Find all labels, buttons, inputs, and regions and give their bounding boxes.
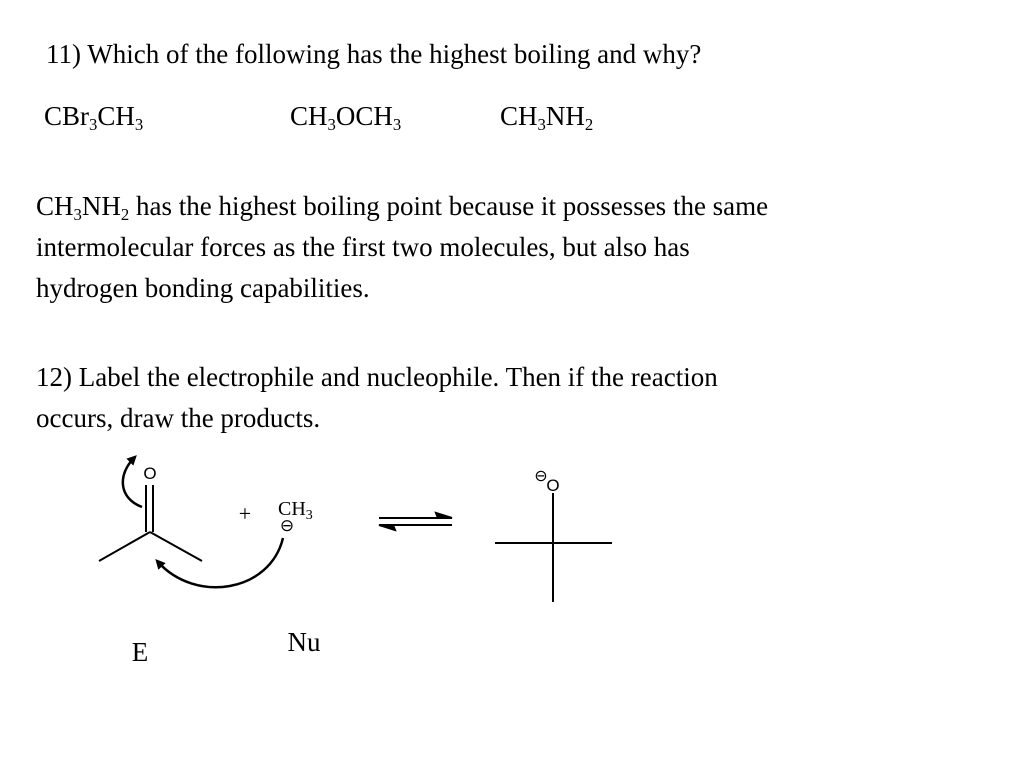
formula-subscript: 3 <box>537 115 546 135</box>
reaction-scheme <box>0 440 700 670</box>
curved-arrow-electrons-to-oxygen <box>123 458 142 507</box>
answer-line-1: has the highest boiling point because it possesses the same <box>129 191 769 221</box>
question-12-line-2: occurs, draw the products. <box>36 403 321 433</box>
formula-subscript: 2 <box>584 115 594 135</box>
formula-text: NH <box>545 101 585 131</box>
methyl-anion: $CH_3$ <box>278 498 313 523</box>
curved-arrow-nucleophilic-attack <box>158 538 283 587</box>
answer-11 <box>36 186 768 309</box>
formula-subscript: 3 <box>73 205 82 225</box>
formula-text: CH <box>500 101 538 131</box>
formula-subscript: 3 <box>327 115 336 135</box>
formula-text: NH <box>81 191 121 221</box>
molecule-cbr3ch3 <box>44 101 144 135</box>
methyl-bond-left <box>99 532 150 561</box>
electrophile-label: E <box>131 637 149 667</box>
molecule-ch3nh2 <box>500 101 594 135</box>
question-11: 11) Which of the following has the highest boiling and why? <box>46 39 702 69</box>
question-12-line-1: 12) Label the electrophile and nucleophile. Then if the reaction <box>36 362 718 392</box>
methyl-bond-right <box>150 532 202 561</box>
negative-charge-nucleophile: ⊖ <box>279 516 295 535</box>
plus-sign: + <box>238 501 252 526</box>
formula-subscript: 3 <box>134 115 144 135</box>
oxygen-label: O <box>143 464 157 483</box>
product-structure <box>495 493 612 602</box>
formula-text: OCH <box>335 101 393 131</box>
formula-text: CH <box>36 191 74 221</box>
answer-line-2: intermolecular forces as the first two molecules, but also has <box>36 232 690 262</box>
formula-subscript: 3 <box>392 115 402 135</box>
nucleophile-label: Nu <box>287 627 321 657</box>
product-oxygen-label: O <box>546 476 560 495</box>
equilibrium-arrows <box>379 513 452 530</box>
answer-formula <box>36 191 130 225</box>
answer-line-3: hydrogen bonding capabilities. <box>36 273 370 303</box>
formula-subscript: 3 <box>89 115 98 135</box>
formula-text: CH <box>290 101 328 131</box>
formula-text: CBr <box>44 101 90 131</box>
formula-text: CH <box>97 101 135 131</box>
ketone-structure <box>99 485 202 561</box>
molecule-ch3och3 <box>290 101 402 135</box>
question-12 <box>36 357 718 439</box>
product-negative-charge: ⊖ <box>534 468 548 485</box>
formula-subscript: 2 <box>120 205 130 225</box>
